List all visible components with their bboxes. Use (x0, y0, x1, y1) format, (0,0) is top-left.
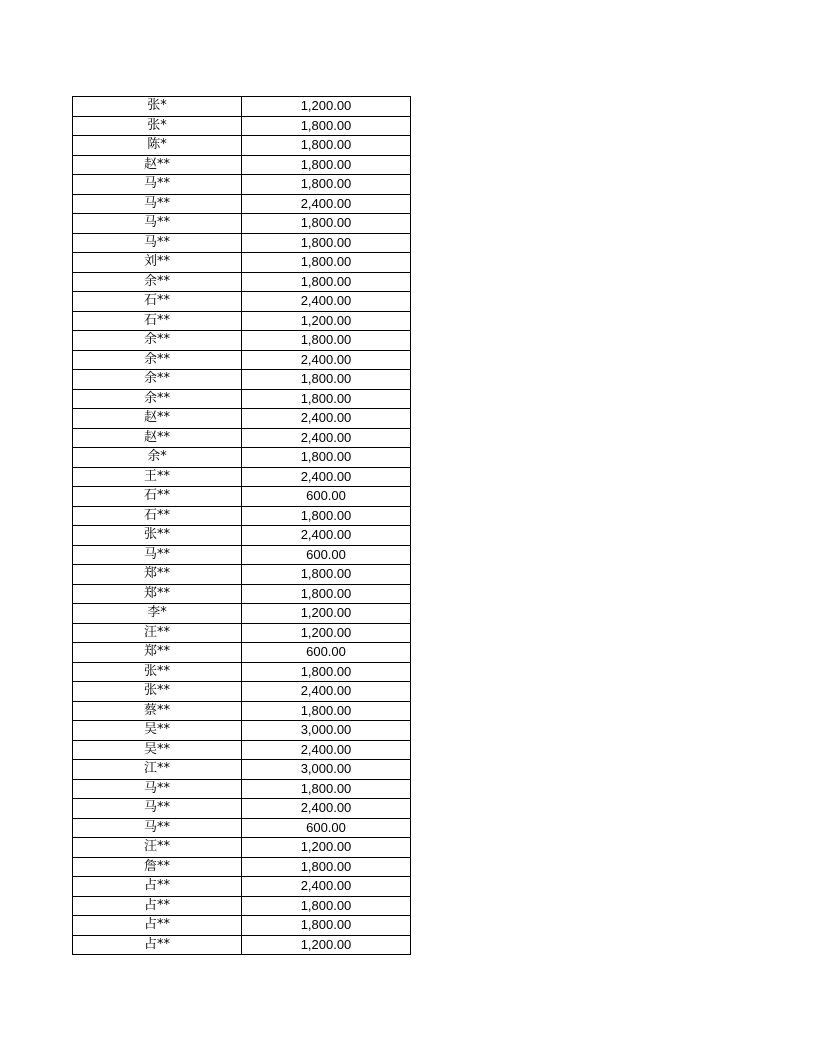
name-cell: 郑** (73, 565, 242, 585)
name-cell: 王** (73, 467, 242, 487)
table-row (73, 838, 411, 858)
amount-cell: 1,800.00 (242, 916, 411, 936)
table-row (73, 175, 411, 195)
table-row (73, 604, 411, 624)
amount-cell: 1,800.00 (242, 136, 411, 156)
amount-cell: 1,800.00 (242, 565, 411, 585)
table-row (73, 545, 411, 565)
name-cell: 赵** (73, 155, 242, 175)
amount-cell: 2,400.00 (242, 526, 411, 546)
amount-cell: 1,200.00 (242, 311, 411, 331)
name-cell: 赵** (73, 409, 242, 429)
table-row (73, 331, 411, 351)
amount-cell: 1,800.00 (242, 253, 411, 273)
name-cell: 刘** (73, 253, 242, 273)
name-cell: 江** (73, 760, 242, 780)
amount-cell: 1,800.00 (242, 389, 411, 409)
name-cell: 马** (73, 799, 242, 819)
table-row (73, 506, 411, 526)
table-row (73, 428, 411, 448)
amount-cell: 1,800.00 (242, 175, 411, 195)
name-cell: 马** (73, 194, 242, 214)
table-row (73, 467, 411, 487)
amount-cell: 1,800.00 (242, 506, 411, 526)
table-body (73, 97, 411, 955)
amount-cell: 1,800.00 (242, 272, 411, 292)
amount-cell: 1,800.00 (242, 214, 411, 234)
table-row (73, 311, 411, 331)
amount-cell: 2,400.00 (242, 877, 411, 897)
amount-cell: 3,000.00 (242, 760, 411, 780)
name-cell: 占** (73, 935, 242, 955)
table-row (73, 857, 411, 877)
name-cell: 占** (73, 896, 242, 916)
table-row (73, 623, 411, 643)
name-cell: 马** (73, 233, 242, 253)
name-cell: 汪** (73, 623, 242, 643)
name-cell: 余** (73, 389, 242, 409)
amount-cell: 1,800.00 (242, 331, 411, 351)
name-cell: 马** (73, 545, 242, 565)
name-cell: 石** (73, 311, 242, 331)
name-cell: 吴** (73, 740, 242, 760)
name-cell: 郑** (73, 643, 242, 663)
name-cell: 张* (73, 116, 242, 136)
amount-cell: 1,800.00 (242, 857, 411, 877)
name-cell: 余** (73, 331, 242, 351)
amount-cell: 1,800.00 (242, 370, 411, 390)
amount-cell: 2,400.00 (242, 194, 411, 214)
amount-cell: 1,200.00 (242, 935, 411, 955)
amount-cell: 2,400.00 (242, 682, 411, 702)
table-row (73, 389, 411, 409)
table-row (73, 818, 411, 838)
table-row (73, 799, 411, 819)
table-row (73, 155, 411, 175)
amount-cell: 1,800.00 (242, 584, 411, 604)
name-cell: 石** (73, 506, 242, 526)
name-cell: 占** (73, 877, 242, 897)
table-row (73, 760, 411, 780)
amount-cell: 1,800.00 (242, 662, 411, 682)
name-cell: 余** (73, 272, 242, 292)
amount-cell: 600.00 (242, 487, 411, 507)
amount-cell: 1,200.00 (242, 604, 411, 624)
table-row (73, 740, 411, 760)
table-row (73, 721, 411, 741)
amount-cell: 2,400.00 (242, 467, 411, 487)
name-cell: 詹** (73, 857, 242, 877)
name-cell: 马** (73, 818, 242, 838)
name-cell: 陈* (73, 136, 242, 156)
table-row (73, 935, 411, 955)
name-cell: 张** (73, 526, 242, 546)
table-row (73, 97, 411, 117)
amount-cell: 1,800.00 (242, 896, 411, 916)
amount-cell: 1,800.00 (242, 233, 411, 253)
table-row (73, 214, 411, 234)
name-cell: 张** (73, 682, 242, 702)
table-row (73, 662, 411, 682)
table-row (73, 487, 411, 507)
name-cell: 占** (73, 916, 242, 936)
table-row (73, 409, 411, 429)
table-row (73, 682, 411, 702)
name-cell: 余** (73, 370, 242, 390)
amount-cell: 1,800.00 (242, 779, 411, 799)
table-row (73, 272, 411, 292)
table-row (73, 526, 411, 546)
table-row (73, 896, 411, 916)
name-cell: 马** (73, 175, 242, 195)
amount-cell: 1,200.00 (242, 97, 411, 117)
name-cell: 马** (73, 214, 242, 234)
name-cell: 石** (73, 292, 242, 312)
table-row (73, 116, 411, 136)
amount-cell: 2,400.00 (242, 409, 411, 429)
amount-cell: 600.00 (242, 545, 411, 565)
amount-cell: 1,800.00 (242, 701, 411, 721)
amount-cell: 1,200.00 (242, 838, 411, 858)
name-cell: 石** (73, 487, 242, 507)
amount-cell: 2,400.00 (242, 428, 411, 448)
amount-cell: 3,000.00 (242, 721, 411, 741)
name-cell: 吴** (73, 721, 242, 741)
table-row (73, 253, 411, 273)
amount-cell: 2,400.00 (242, 292, 411, 312)
name-cell: 余* (73, 448, 242, 468)
name-cell: 张* (73, 97, 242, 117)
amount-cell: 2,400.00 (242, 350, 411, 370)
document-page (72, 96, 410, 955)
table-row (73, 779, 411, 799)
table-row (73, 701, 411, 721)
table-row (73, 584, 411, 604)
name-cell: 张** (73, 662, 242, 682)
amount-cell: 1,800.00 (242, 155, 411, 175)
table-row (73, 643, 411, 663)
name-cell: 马** (73, 779, 242, 799)
amount-cell: 600.00 (242, 643, 411, 663)
table-row (73, 292, 411, 312)
name-cell: 李* (73, 604, 242, 624)
amount-cell: 1,800.00 (242, 448, 411, 468)
name-cell: 赵** (73, 428, 242, 448)
table-row (73, 370, 411, 390)
table-row (73, 877, 411, 897)
amount-cell: 2,400.00 (242, 740, 411, 760)
payment-table (72, 96, 411, 955)
table-row (73, 233, 411, 253)
name-cell: 余** (73, 350, 242, 370)
table-row (73, 448, 411, 468)
name-cell: 汪** (73, 838, 242, 858)
amount-cell: 2,400.00 (242, 799, 411, 819)
amount-cell: 1,800.00 (242, 116, 411, 136)
table-row (73, 350, 411, 370)
name-cell: 郑** (73, 584, 242, 604)
table-row (73, 565, 411, 585)
amount-cell: 1,200.00 (242, 623, 411, 643)
table-row (73, 916, 411, 936)
amount-cell: 600.00 (242, 818, 411, 838)
table-row (73, 194, 411, 214)
name-cell: 蔡** (73, 701, 242, 721)
table-row (73, 136, 411, 156)
